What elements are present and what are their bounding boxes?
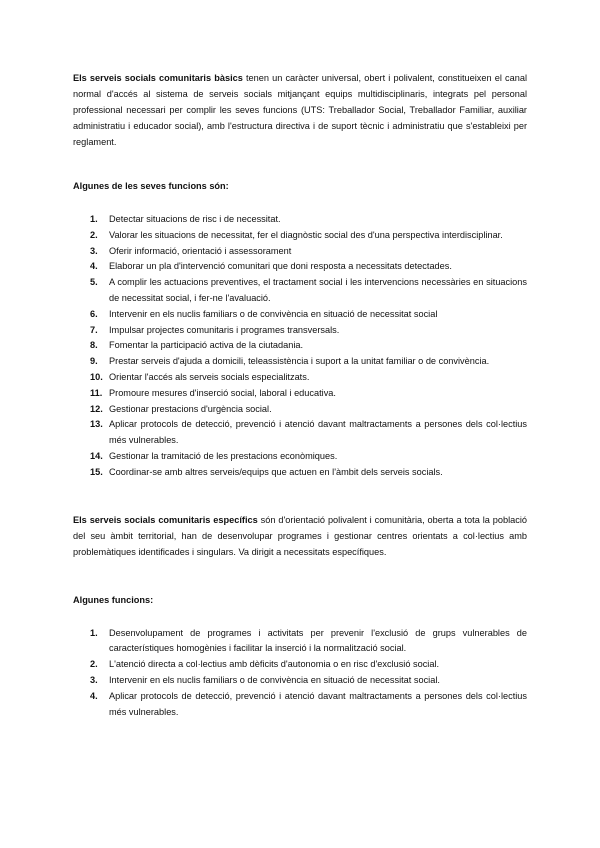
list-item-text: Oferir informació, orientació i assessorament [109, 245, 292, 256]
list-item-number: 3. [90, 674, 98, 685]
list-item [90, 307, 527, 323]
list-item-number: 7. [90, 324, 98, 335]
list-item-text: A complir les actuacions preventives, el tractament social i les intervencions necessàries en situacions de necessitat social, i fer-ne l'avaluació. [109, 277, 527, 303]
list-item [90, 689, 527, 721]
list-item [90, 626, 527, 658]
spacer [73, 560, 527, 592]
list-item-text: Promoure mesures d'inserció social, laboral i educativa. [109, 387, 336, 398]
list-item-text: L'atenció directa a col·lectius amb dèficits d'autonomia o en risc d'exclusió social. [109, 659, 440, 670]
list-item [90, 275, 527, 307]
list-item-text: Gestionar prestacions d'urgència social. [109, 403, 272, 414]
list-item-text: Intervenir en els nuclis familiars o de convivència en situació de necessitat social [109, 308, 438, 319]
list-item-number: 11. [90, 387, 103, 398]
functions-list-basic [73, 212, 527, 481]
list-item-text: Prestar serveis d'ajuda a domicili, teleassistència i suport a la unitat familiar o de convivència. [109, 356, 490, 367]
list-item-text: Elaborar un pla d'intervenció comunitari que doni resposta a necessitats detectades. [109, 261, 452, 272]
list-item [90, 657, 527, 673]
list-item-number: 13. [90, 419, 103, 430]
list-item-number: 1. [90, 627, 98, 638]
list-item-number: 14. [90, 450, 103, 461]
list-item [90, 402, 527, 418]
list-item [90, 212, 527, 228]
list-item-number: 4. [90, 261, 98, 272]
list-item-number: 2. [90, 659, 98, 670]
list-item [90, 386, 527, 402]
list-item-number: 15. [90, 466, 103, 477]
intro-lead-specific-services: Els serveis socials comunitaris específics [73, 514, 258, 525]
list-item [90, 259, 527, 275]
list-item [90, 370, 527, 386]
list-item-number: 6. [90, 308, 98, 319]
list-item [90, 449, 527, 465]
list-item-number: 12. [90, 403, 103, 414]
list-item-text: Detectar situacions de risc i de necessitat. [109, 214, 281, 224]
list-item-number: 2. [90, 229, 98, 240]
list-item-text: Aplicar protocols de detecció, prevenció i atenció davant maltractaments a persones dels col·lectius més vulnerables. [109, 419, 527, 446]
list-item-text: Orientar l'accés als serveis socials especialitzats. [109, 371, 310, 382]
list-item [90, 354, 527, 370]
functions-heading-specific: Algunes funcions: [73, 594, 154, 605]
list-item-text: Impulsar projectes comunitaris i programes transversals. [109, 324, 340, 335]
list-item [90, 673, 527, 689]
list-item-text: Fomentar la participació activa de la ciutadania. [109, 340, 304, 351]
list-item [90, 465, 527, 481]
intro-paragraph-basic-services [73, 70, 527, 150]
spacer [73, 150, 527, 178]
intro-body-specific-services: són d'orientació polivalent i comunitària, oberta a tota la població del seu àmbit territorial, han de desenvolupar programes i gestionar centres orientats a col·lectius amb problemàtiques identificades i singulars. Va dirigit a necessitats específiques. [73, 514, 527, 557]
list-item-text: Aplicar protocols de detecció, prevenció i atenció davant maltractaments a persones dels col·lectius més vulnerables. [109, 690, 527, 717]
list-item-number: 3. [90, 245, 98, 256]
list-item-text: Intervenir en els nuclis familiars o de convivència en situació de necessitat social. [109, 674, 440, 685]
list-item-number: 4. [90, 690, 98, 701]
intro-lead-basic-services: Els serveis socials comunitaris bàsics [73, 73, 243, 83]
list-item-number: 1. [90, 214, 98, 224]
list-item [90, 323, 527, 339]
list-item [90, 338, 527, 354]
intro-paragraph-specific-services [73, 512, 527, 560]
functions-list-specific [73, 626, 527, 721]
list-item-text: Coordinar-se amb altres serveis/equips que actuen en l'àmbit dels serveis socials. [109, 466, 443, 477]
list-item [90, 244, 527, 260]
list-item-number: 8. [90, 340, 98, 351]
functions-heading-basic: Algunes de les seves funcions són: [73, 181, 229, 191]
spacer [73, 194, 527, 212]
list-item-number: 10. [90, 371, 103, 382]
list-item [90, 228, 527, 244]
intro-body-basic-services: tenen un caràcter universal, obert i polivalent, constitueixen el canal normal d'accés al sistema de serveis socials mitjançant equips multidisciplinaris, integrats pel personal professional necessari per complir les seves funcions (UTS: Treballador Social, Treballador Familiar, auxiliar administratiu i educador social), amb l'estructura directiva i de suport tècnic i administratiu que s'estableixi per reglament. [73, 73, 527, 147]
list-item-text: Desenvolupament de programes i activitats per prevenir l'exclusió de grups vulnerables de característiques homogènies i facilitar la inserció i la normalització social. [109, 627, 527, 654]
list-item-number: 5. [90, 277, 98, 288]
spacer [73, 608, 527, 626]
list-item [90, 417, 527, 449]
spacer [73, 481, 527, 512]
list-item-text: Valorar les situacions de necessitat, fer el diagnòstic social des d'una perspectiva interdisciplinar. [109, 229, 503, 240]
list-item-text: Gestionar la tramitació de les prestacions econòmiques. [109, 450, 338, 461]
list-item-number: 9. [90, 356, 98, 367]
